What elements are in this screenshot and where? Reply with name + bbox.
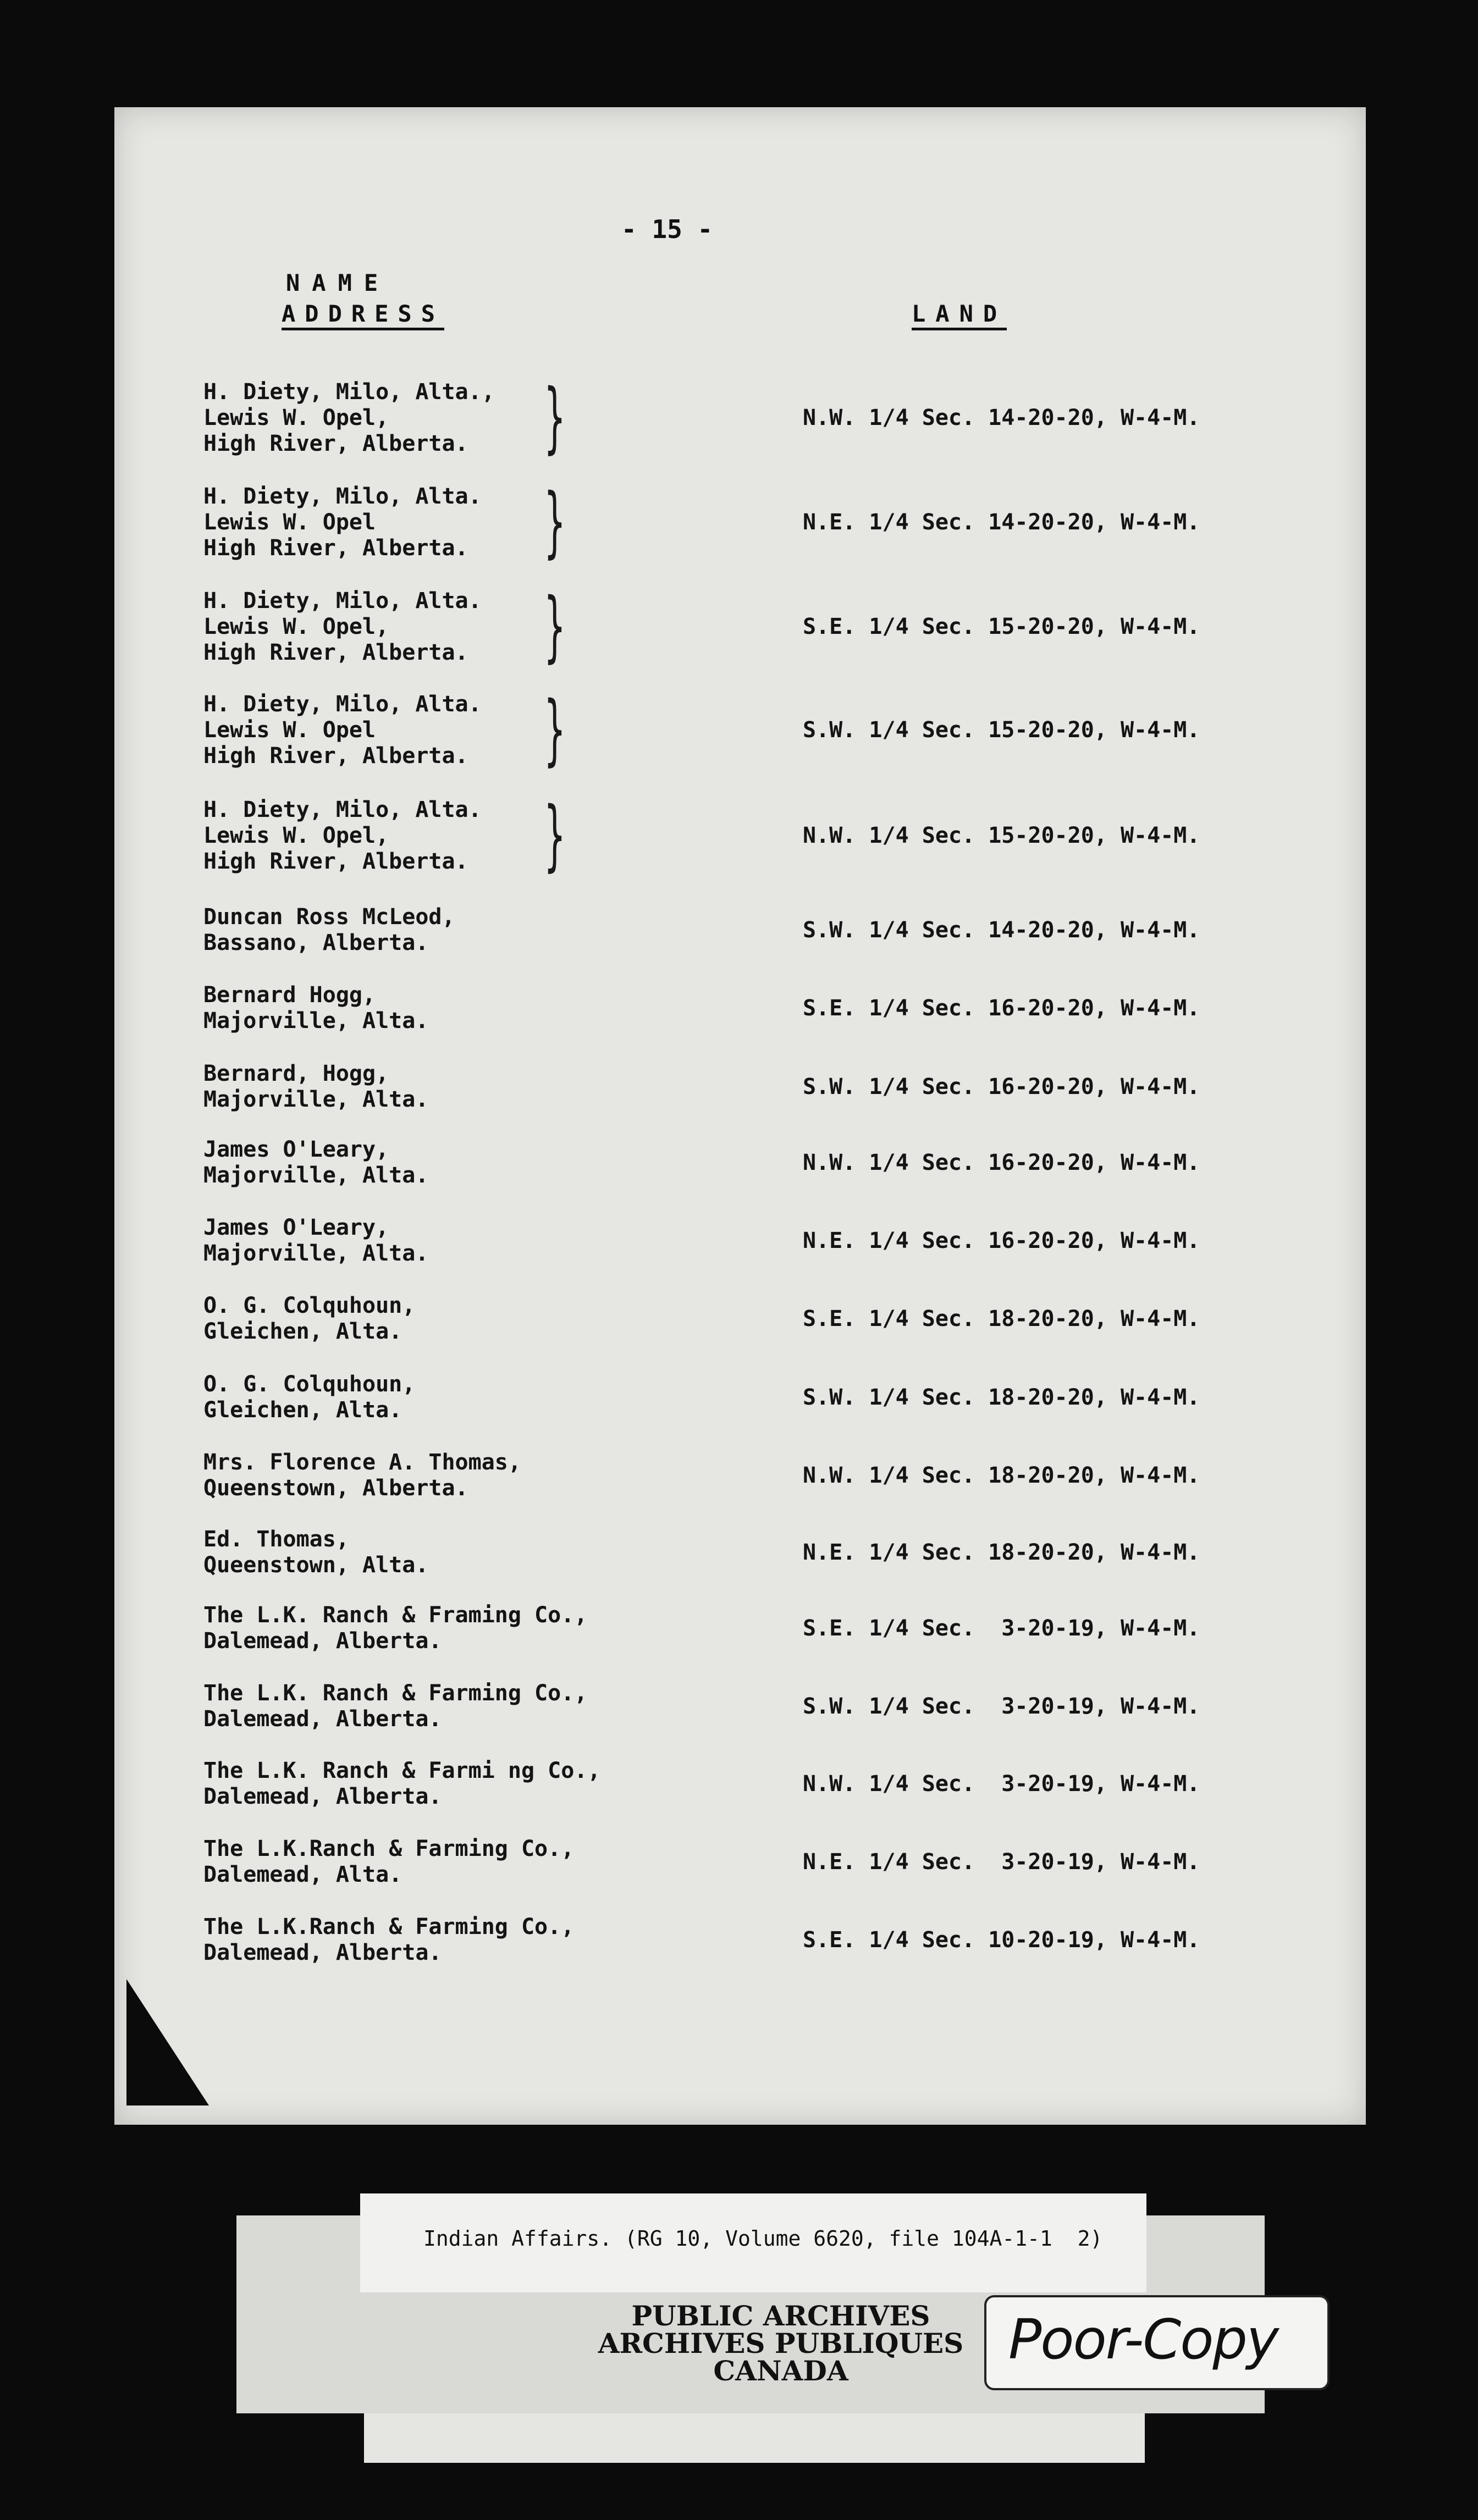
address-block: [203, 1602, 587, 1654]
address-block: [203, 982, 428, 1034]
address-block: [203, 484, 482, 561]
header-address: ADDRESS: [282, 301, 444, 330]
land-description: S.W. 1/4 Sec. 14-20-20, W-4-M.: [803, 918, 1200, 943]
land-description: N.W. 1/4 Sec. 16-20-20, W-4-M.: [803, 1150, 1200, 1175]
land-description: N.W. 1/4 Sec. 3-20-19, W-4-M.: [803, 1771, 1200, 1797]
grouping-brace: }: [544, 685, 565, 775]
address-line: High River, Alberta.: [203, 640, 468, 665]
address-line: Lewis W. Opel,: [203, 823, 389, 848]
address-line: Mrs. Florence A. Thomas,: [203, 1450, 521, 1475]
address-line: The L.K. Ranch & Framing Co.,: [203, 1602, 588, 1628]
stamp-line-1: PUBLIC ARCHIVES: [631, 2300, 930, 2332]
header-name: NAME: [286, 269, 390, 296]
address-line: High River, Alberta.: [203, 849, 468, 874]
address-line: Duncan Ross McLeod,: [203, 904, 455, 930]
address-block: [203, 1450, 521, 1501]
address-line: H. Diety, Milo, Alta.: [203, 588, 482, 614]
address-line: Dalemead, Alberta.: [203, 1940, 442, 1965]
address-block: [203, 588, 482, 666]
archive-citation: Indian Affairs. (RG 10, Volume 6620, file 104A-1-1 2): [423, 2226, 1103, 2251]
address-line: H. Diety, Milo, Alta.: [203, 797, 482, 822]
stamp-line-2: ARCHIVES PUBLIQUES: [598, 2327, 964, 2359]
page-number: - 15 -: [621, 214, 713, 244]
poor-copy-note: [984, 2295, 1330, 2390]
address-block: [203, 1681, 587, 1732]
land-description: S.E. 1/4 Sec. 10-20-19, W-4-M.: [803, 1927, 1200, 1953]
address-block: [203, 797, 482, 875]
header-land: LAND: [912, 301, 1007, 330]
address-line: Majorville, Alta.: [203, 1087, 429, 1112]
address-line: Dalemead, Alberta.: [203, 1706, 442, 1732]
grouping-brace: }: [544, 373, 565, 462]
address-line: Gleichen, Alta.: [203, 1319, 402, 1344]
address-line: Ed. Thomas,: [203, 1527, 349, 1552]
address-block: [203, 1061, 428, 1113]
grouping-brace: }: [544, 791, 565, 880]
address-block: [203, 379, 495, 457]
address-line: The L.K. Ranch & Farmi ng Co.,: [203, 1758, 601, 1783]
address-block: [203, 1758, 600, 1810]
address-line: Lewis W. Opel: [203, 510, 376, 535]
address-block: [203, 692, 482, 769]
address-block: [203, 1215, 428, 1267]
address-line: James O'Leary,: [203, 1137, 389, 1162]
address-line: High River, Alberta.: [203, 431, 468, 456]
address-line: High River, Alberta.: [203, 743, 468, 769]
address-line: Lewis W. Opel,: [203, 614, 389, 639]
address-line: Dalemead, Alberta.: [203, 1784, 442, 1809]
land-description: N.W. 1/4 Sec. 15-20-20, W-4-M.: [803, 823, 1200, 848]
address-line: Majorville, Alta.: [203, 1163, 429, 1188]
address-line: The L.K.Ranch & Farming Co.,: [203, 1914, 575, 1939]
bottom-label-strip: [364, 2413, 1145, 2463]
address-block: [203, 1914, 574, 1966]
address-block: [203, 1293, 415, 1345]
land-description: S.W. 1/4 Sec. 16-20-20, W-4-M.: [803, 1074, 1200, 1099]
land-description: S.W. 1/4 Sec. 15-20-20, W-4-M.: [803, 717, 1200, 743]
address-line: H. Diety, Milo, Alta.,: [203, 379, 495, 405]
address-line: Queenstown, Alta.: [203, 1552, 429, 1578]
address-line: Majorville, Alta.: [203, 1008, 429, 1034]
address-block: [203, 904, 455, 956]
land-description: S.W. 1/4 Sec. 18-20-20, W-4-M.: [803, 1385, 1200, 1410]
land-description: S.W. 1/4 Sec. 3-20-19, W-4-M.: [803, 1694, 1200, 1719]
address-line: O. G. Colquhoun,: [203, 1372, 416, 1397]
address-line: Lewis W. Opel,: [203, 405, 389, 430]
address-line: H. Diety, Milo, Alta.: [203, 692, 482, 717]
poor-copy-text: Poor-Copy: [1008, 2307, 1278, 2372]
grouping-brace: }: [544, 582, 565, 671]
land-description: S.E. 1/4 Sec. 18-20-20, W-4-M.: [803, 1306, 1200, 1331]
address-line: Lewis W. Opel: [203, 717, 376, 743]
address-block: [203, 1137, 428, 1189]
land-description: N.E. 1/4 Sec. 3-20-19, W-4-M.: [803, 1849, 1200, 1875]
address-line: Bernard, Hogg,: [203, 1061, 389, 1086]
land-description: N.W. 1/4 Sec. 18-20-20, W-4-M.: [803, 1463, 1200, 1488]
address-line: Gleichen, Alta.: [203, 1397, 402, 1423]
address-line: H. Diety, Milo, Alta.: [203, 484, 482, 509]
address-line: Dalemead, Alberta.: [203, 1628, 442, 1654]
land-description: S.E. 1/4 Sec. 16-20-20, W-4-M.: [803, 996, 1200, 1021]
land-description: N.E. 1/4 Sec. 18-20-20, W-4-M.: [803, 1540, 1200, 1565]
land-description: N.W. 1/4 Sec. 14-20-20, W-4-M.: [803, 405, 1200, 430]
address-line: High River, Alberta.: [203, 535, 468, 561]
address-line: James O'Leary,: [203, 1215, 389, 1240]
address-line: O. G. Colquhoun,: [203, 1293, 416, 1318]
address-block: [203, 1527, 428, 1578]
address-line: Queenstown, Alberta.: [203, 1475, 468, 1501]
address-line: The L.K. Ranch & Farming Co.,: [203, 1681, 588, 1706]
stamp-line-3: CANADA: [713, 2355, 848, 2387]
address-line: Bernard Hogg,: [203, 982, 376, 1008]
address-block: [203, 1836, 574, 1888]
address-line: Dalemead, Alta.: [203, 1862, 402, 1887]
address-line: Majorville, Alta.: [203, 1241, 429, 1266]
address-line: Bassano, Alberta.: [203, 930, 429, 955]
land-description: N.E. 1/4 Sec. 14-20-20, W-4-M.: [803, 510, 1200, 535]
land-description: S.E. 1/4 Sec. 15-20-20, W-4-M.: [803, 614, 1200, 639]
land-description: N.E. 1/4 Sec. 16-20-20, W-4-M.: [803, 1228, 1200, 1253]
grouping-brace: }: [544, 477, 565, 567]
archives-stamp: [583, 2302, 979, 2385]
address-block: [203, 1372, 415, 1423]
address-line: The L.K.Ranch & Farming Co.,: [203, 1836, 575, 1861]
land-description: S.E. 1/4 Sec. 3-20-19, W-4-M.: [803, 1616, 1200, 1641]
